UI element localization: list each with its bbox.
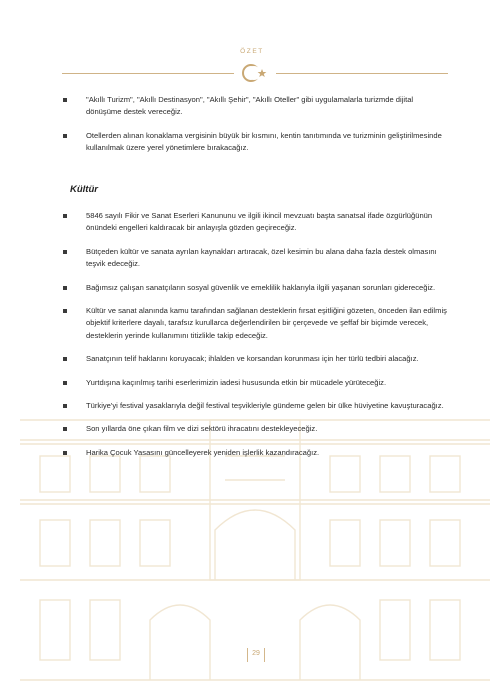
intro-bullet-list [62,94,448,155]
list-item: "Akıllı Turizm", "Akıllı Destinasyon", "Akıllı Şehir", "Akıllı Oteller" gibi uygulamalarla turizmde dijital dönüşüme destek vereceğiz. [62,94,448,119]
list-item: Bütçeden kültür ve sanata ayrılan kaynakları artıracak, özel kesimin bu alana daha fazla destek olmasını teşvik edeceğiz. [62,246,448,271]
page-number: 29 [252,650,260,657]
section-title-kultur: Kültür [70,184,98,195]
list-item: Harika Çocuk Yasasını güncelleyerek yeniden işlerlik kazandıracağız. [62,447,448,459]
list-item: Yurtdışına kaçırılmış tarihi eserlerimizin iadesi hususunda etkin bir mücadele yürüteceğiz. [62,377,448,389]
list-item: Sanatçının telif haklarını koruyacak; ihlalden ve korsandan korunması için her türlü tedbiri alacağız. [62,353,448,365]
list-item: Kültür ve sanat alanında kamu tarafından sağlanan desteklerin fırsat eşitliğini gözeten, önceden ilan edilmiş objektif kriterlere dayalı, tarafsız kurullarca değerlendirilen bir çerçevede ve şeffaf bir biçimde verecek, desteklerin yerinde kullanımını titizlikle takip edeceğiz. [62,305,448,342]
culture-bullet-list [62,210,448,459]
section-header-title: ÖZET [240,48,264,55]
list-item: Türkiye'yi festival yasaklarıyla değil festival teşvikleriyle gündeme gelen bir ülke hüviyetine kavuşturacağız. [62,400,448,412]
page-number-box [247,646,265,664]
list-item: Son yıllarda öne çıkan film ve dizi sektörü ihracatını destekleyeceğiz. [62,423,448,435]
header-divider-left [62,73,234,74]
list-item: 5846 sayılı Fikir ve Sanat Eserleri Kanununu ve ilgili ikincil mevzuatı başta sanatsal ifade özgürlüğünün önündeki engelleri kaldıracak bir anlayışla gözden geçireceğiz. [62,210,448,235]
header-divider-right [276,73,448,74]
list-item: Bağımsız çalışan sanatçıların sosyal güvenlik ve emeklilik haklarıyla ilgili yaşanan sorunları gidereceğiz. [62,282,448,294]
list-item: Otellerden alınan konaklama vergisinin büyük bir kısmını, kentin tanıtımında ve turizminin geliştirilmesinde kullanılmak üzere yerel yönetimlere bırakacağız. [62,130,448,155]
crescent-star-icon [240,62,270,84]
